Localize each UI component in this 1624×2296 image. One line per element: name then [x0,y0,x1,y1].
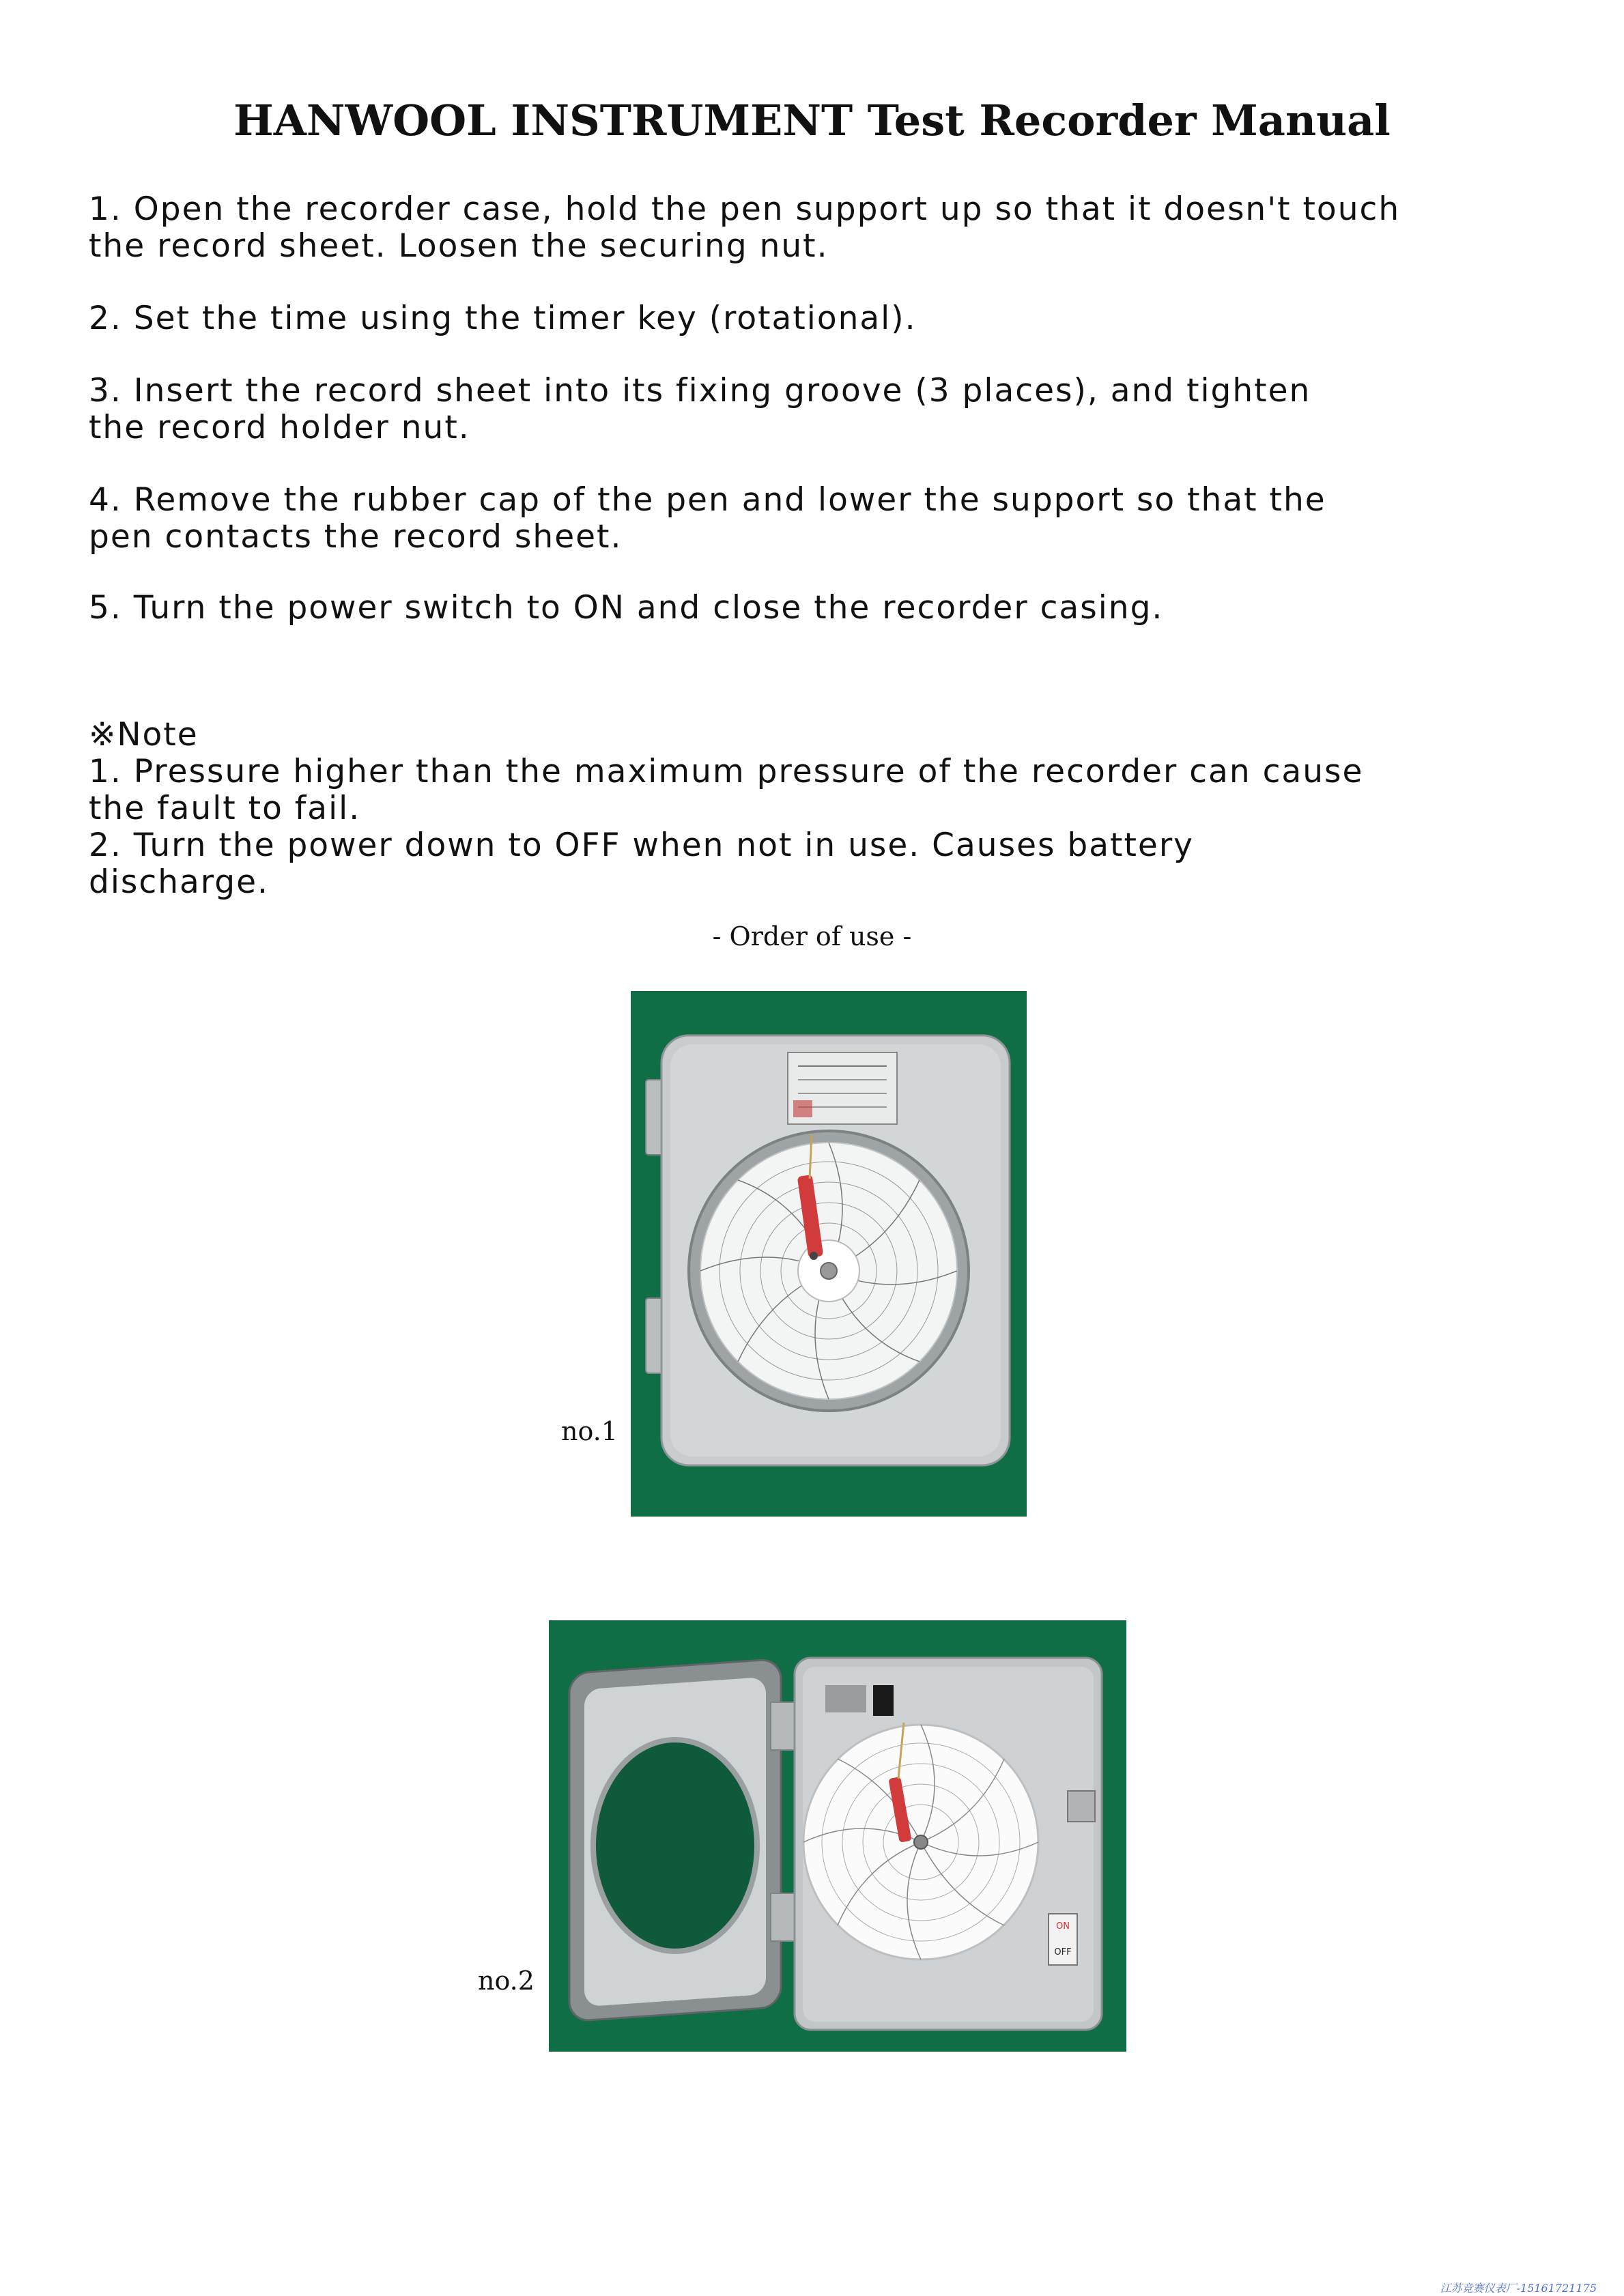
figure-1-label: no.1 [561,1416,618,1446]
step-4: 4. Remove the rubber cap of the pen and lower the support so that the pen contacts the record sheet. [89,481,1326,556]
step-3: 3. Insert the record sheet into its fixing groove (3 places), and tighten the record holder nut. [89,372,1311,446]
switch-off-label: OFF [1054,1947,1072,1957]
recorder-closed-photo [631,991,1027,1517]
page-title: HANWOOL INSTRUMENT Test Recorder Manual [233,96,1391,145]
step-5: 5. Turn the power switch to ON and close the recorder casing. [89,589,1164,627]
note-item-1: 1. Pressure higher than the maximum pressure of the recorder can cause the fault to fail. [89,753,1364,827]
figure-caption: - Order of use - [712,921,912,951]
footer-watermark: 江苏竞赛仪表厂-15161721175 [1440,2282,1597,2295]
recorder-open-photo [549,1620,1126,2052]
switch-on-label: ON [1056,1921,1070,1932]
step-2: 2. Set the time using the timer key (rotational). [89,300,917,337]
note-item-2: 2. Turn the power down to OFF when not in use. Causes battery discharge. [89,827,1194,901]
figure-2-label: no.2 [478,1966,535,1996]
note-heading: ※Note [89,716,199,754]
step-1: 1. Open the recorder case, hold the pen support up so that it doesn't touch the record sheet. Loosen the securing nut. [89,190,1401,265]
